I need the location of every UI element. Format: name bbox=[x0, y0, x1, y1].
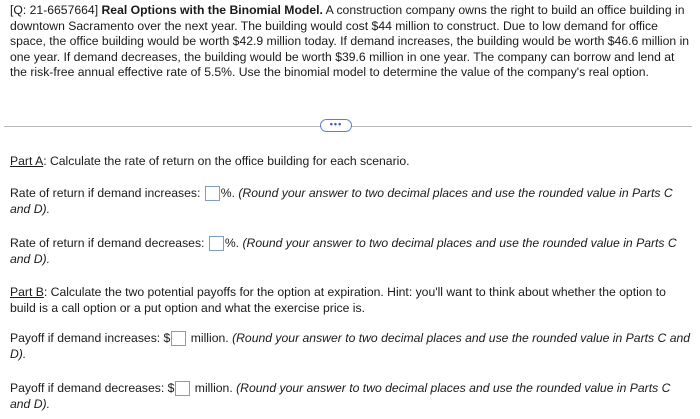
question-id: [Q: 21-6657664] bbox=[10, 3, 99, 17]
payoff-decrease-hint: (Round your answer to two decimal places and use the rounded value in Parts C and D). bbox=[10, 381, 671, 411]
question-text bbox=[10, 3, 692, 81]
payoff-decrease-unit: million. bbox=[194, 381, 233, 395]
part-b-decrease-row bbox=[10, 381, 692, 412]
part-b-text: : Calculate the two potential payoffs for the option at expiration. Hint: you'll want to think about whether the option to build is a call option or a put option and what the exercise price is. bbox=[10, 285, 666, 315]
return-decrease-input[interactable] bbox=[209, 236, 224, 251]
part-a-increase-row bbox=[10, 186, 692, 217]
part-b-increase-row bbox=[10, 331, 692, 362]
return-increase-unit: %. bbox=[220, 186, 235, 200]
part-a-decrease-row bbox=[10, 236, 692, 267]
return-decrease-unit: %. bbox=[224, 236, 240, 250]
payoff-decrease-input[interactable] bbox=[175, 381, 190, 396]
return-increase-label: Rate of return if demand increases: bbox=[10, 186, 201, 200]
question-body: A construction company owns the right to build an office building in downtown Sacramento over the next year. The building would cost $44 million to construct. Due to low demand for office space, the office building would be worth $42.9 million today. If demand increases, the building would be worth $46.6 million in one year. If demand decreases, the building would be worth $39.6 million in one year. The company can borrow and lend at the risk-free annual effective rate of 5.5%. Use the binomial model to determine the value of the company's real option. bbox=[10, 3, 690, 80]
payoff-increase-label: Payoff if demand increases: $ bbox=[10, 331, 171, 345]
expand-more-button[interactable]: ••• bbox=[320, 119, 352, 132]
return-increase-input[interactable] bbox=[205, 186, 220, 201]
part-a-label: Part A bbox=[10, 154, 44, 168]
part-a-heading bbox=[10, 154, 692, 170]
part-a-text: : Calculate the rate of return on the office building for each scenario. bbox=[43, 154, 410, 168]
payoff-increase-hint: (Round your answer to two decimal places and use the rounded value in Parts C and D). bbox=[10, 331, 691, 361]
part-b-heading bbox=[10, 285, 692, 316]
payoff-increase-input[interactable] bbox=[171, 331, 186, 346]
payoff-increase-unit: million. bbox=[190, 331, 229, 345]
return-decrease-label: Rate of return if demand decreases: bbox=[10, 236, 205, 250]
part-b-label: Part B bbox=[10, 285, 44, 299]
question-title: Real Options with the Binomial Model. bbox=[101, 3, 323, 17]
payoff-decrease-label: Payoff if demand decreases: $ bbox=[10, 381, 175, 395]
return-decrease-hint: (Round your answer to two decimal places and use the rounded value in Parts C and D). bbox=[10, 236, 677, 266]
return-increase-hint: (Round your answer to two decimal places and use the rounded value in Parts C and D). bbox=[10, 186, 673, 216]
